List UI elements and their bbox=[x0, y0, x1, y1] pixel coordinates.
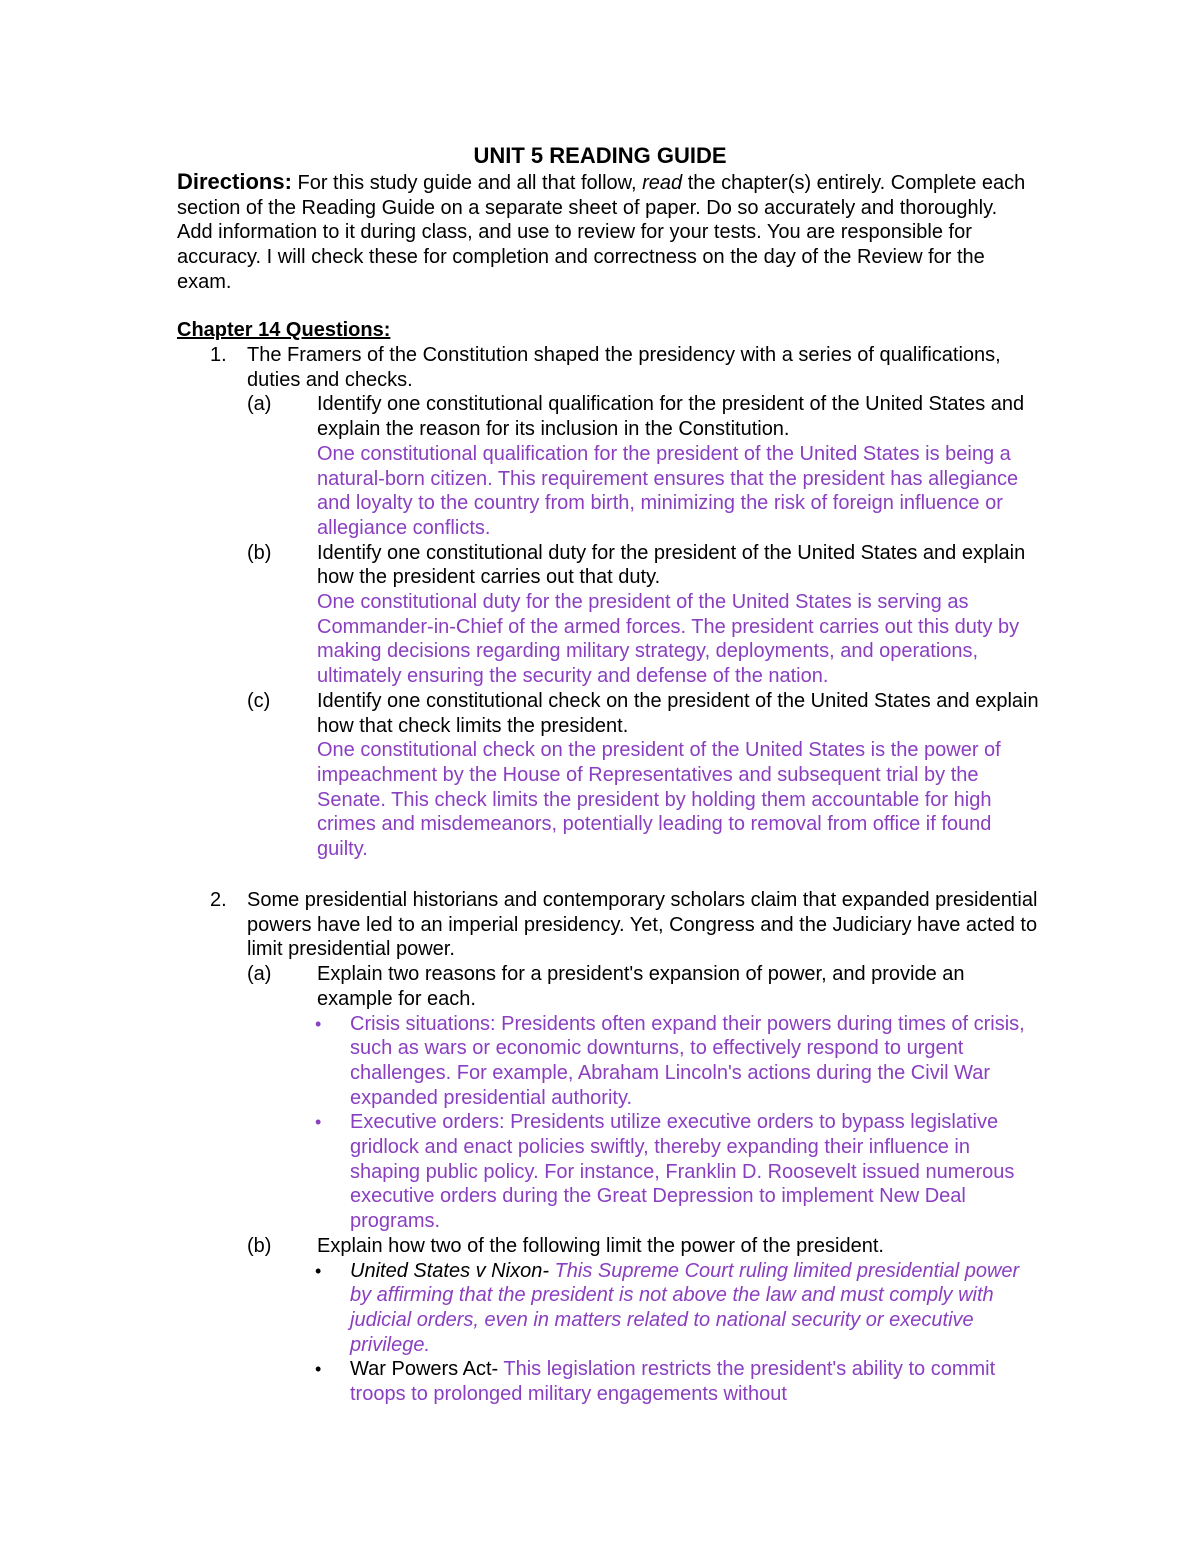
bullet-label-us-v-nixon: United States v Nixon- bbox=[350, 1259, 549, 1282]
bullet-icon: • bbox=[315, 1359, 322, 1380]
bullet-answer-war-powers-act: This legislation restricts the president's ability to commit troops to prolonged military engagements without bbox=[350, 1358, 996, 1406]
directions-text-1: For this study guide and all that follow, bbox=[291, 172, 643, 194]
question-2a-bullets bbox=[315, 1012, 1040, 1234]
list-item bbox=[315, 1259, 1040, 1358]
question-2b bbox=[247, 1234, 1040, 1259]
bullet-text: Executive orders: Presidents utilize executive orders to bypass legislative gridlock and enact policies swiftly, thereby expanding their influence in shaping public policy. For instance, Franklin D. Roosevelt issued numerous executive orders during the Great Depression to implement New Deal programs. bbox=[350, 1111, 1015, 1233]
bullet-text: Crisis situations: Presidents often expand their powers during times of crisis, such as wars or economic downturns, to effectively respond to urgent challenges. For example, Abraham Lincoln's actions during the Civil War expanded presidential authority. bbox=[350, 1012, 1025, 1109]
question-2b-prompt: Explain how two of the following limit the power of the president. bbox=[317, 1234, 884, 1257]
list-item bbox=[315, 1110, 1040, 1234]
question-1b bbox=[247, 541, 1040, 689]
question-1c-label: (c) bbox=[247, 689, 271, 712]
question-2 bbox=[210, 888, 1040, 1407]
list-item bbox=[315, 1357, 1040, 1406]
chapter-heading: Chapter 14 Questions: bbox=[177, 319, 391, 341]
question-2a-prompt: Explain two reasons for a president's expansion of power, and provide an example for each. bbox=[317, 963, 965, 1010]
bullet-icon: • bbox=[315, 1260, 322, 1281]
question-1c bbox=[247, 689, 1040, 862]
directions-label: Directions: bbox=[177, 169, 292, 194]
question-1-number: 1. bbox=[210, 344, 227, 366]
bullet-label-war-powers-act: War Powers Act- bbox=[350, 1358, 499, 1381]
question-1c-answer: One constitutional check on the president of the United States is the power of impeachment by the House of Representatives and subsequent trial by the Senate. This check limits the president by holding them accountable for high crimes and misdemeanors, potentially leading to removal from office if found guilty. bbox=[317, 739, 1001, 861]
list-item bbox=[315, 1012, 1040, 1111]
question-1b-answer: One constitutional duty for the president of the United States is serving as Commander-in-Chief of the armed forces. The president carries out this duty by making decisions regarding military strategy, deployments, and operations, ultimately ensuring the security and defense of the nation. bbox=[317, 591, 1020, 688]
bullet-icon: • bbox=[315, 1013, 322, 1034]
directions-text-2: the chapter(s) entirely. Complete each section of the Reading Guide on a separate sheet of paper. Do so accurately and thoroughly. Add information to it during class, and use to review for your tests. You are responsible for accuracy. I will check these for completion and correctness on the day of the Review for the exam. bbox=[177, 172, 1026, 293]
question-1 bbox=[210, 343, 1040, 862]
bullet-icon: • bbox=[315, 1112, 322, 1133]
directions-paragraph bbox=[177, 170, 1037, 295]
question-2a-label: (a) bbox=[247, 963, 272, 986]
question-2-text: Some presidential historians and contemporary scholars claim that expanded presidential powers have led to an imperial presidency. Yet, Congress and the Judiciary have acted to limit presidential power. bbox=[247, 889, 1038, 961]
question-1a-answer: One constitutional qualification for the president of the United States is being a natural-born citizen. This requirement ensures that the president has allegiance and loyalty to the country from birth, minimizing the risk of foreign influence or allegiance conflicts. bbox=[317, 442, 1019, 539]
question-1c-prompt: Identify one constitutional check on the president of the United States and explain how that check limits the president. bbox=[317, 689, 1039, 737]
page-title: UNIT 5 READING GUIDE bbox=[473, 143, 727, 168]
question-1a-label: (a) bbox=[247, 393, 272, 416]
directions-read-word: read bbox=[642, 172, 683, 194]
question-2a bbox=[247, 962, 1040, 1011]
question-2b-bullets bbox=[315, 1259, 1040, 1407]
question-1a-prompt: Identify one constitutional qualification for the president of the United States and explain the reason for its inclusion in the Constitution. bbox=[317, 393, 1025, 441]
question-1a bbox=[247, 392, 1040, 540]
question-1b-prompt: Identify one constitutional duty for the president of the United States and explain how the president carries out that duty. bbox=[317, 541, 1026, 589]
question-1b-label: (b) bbox=[247, 541, 272, 564]
question-2-number: 2. bbox=[210, 889, 227, 911]
question-1-text: The Framers of the Constitution shaped the presidency with a series of qualifications, duties and checks. bbox=[247, 344, 1001, 391]
bullet-answer-us-v-nixon: This Supreme Court ruling limited presidential power by affirming that the president is not above the law and must comply with judicial orders, even in matters related to national security or executive privilege. bbox=[350, 1259, 1020, 1356]
question-2b-label: (b) bbox=[247, 1234, 272, 1257]
